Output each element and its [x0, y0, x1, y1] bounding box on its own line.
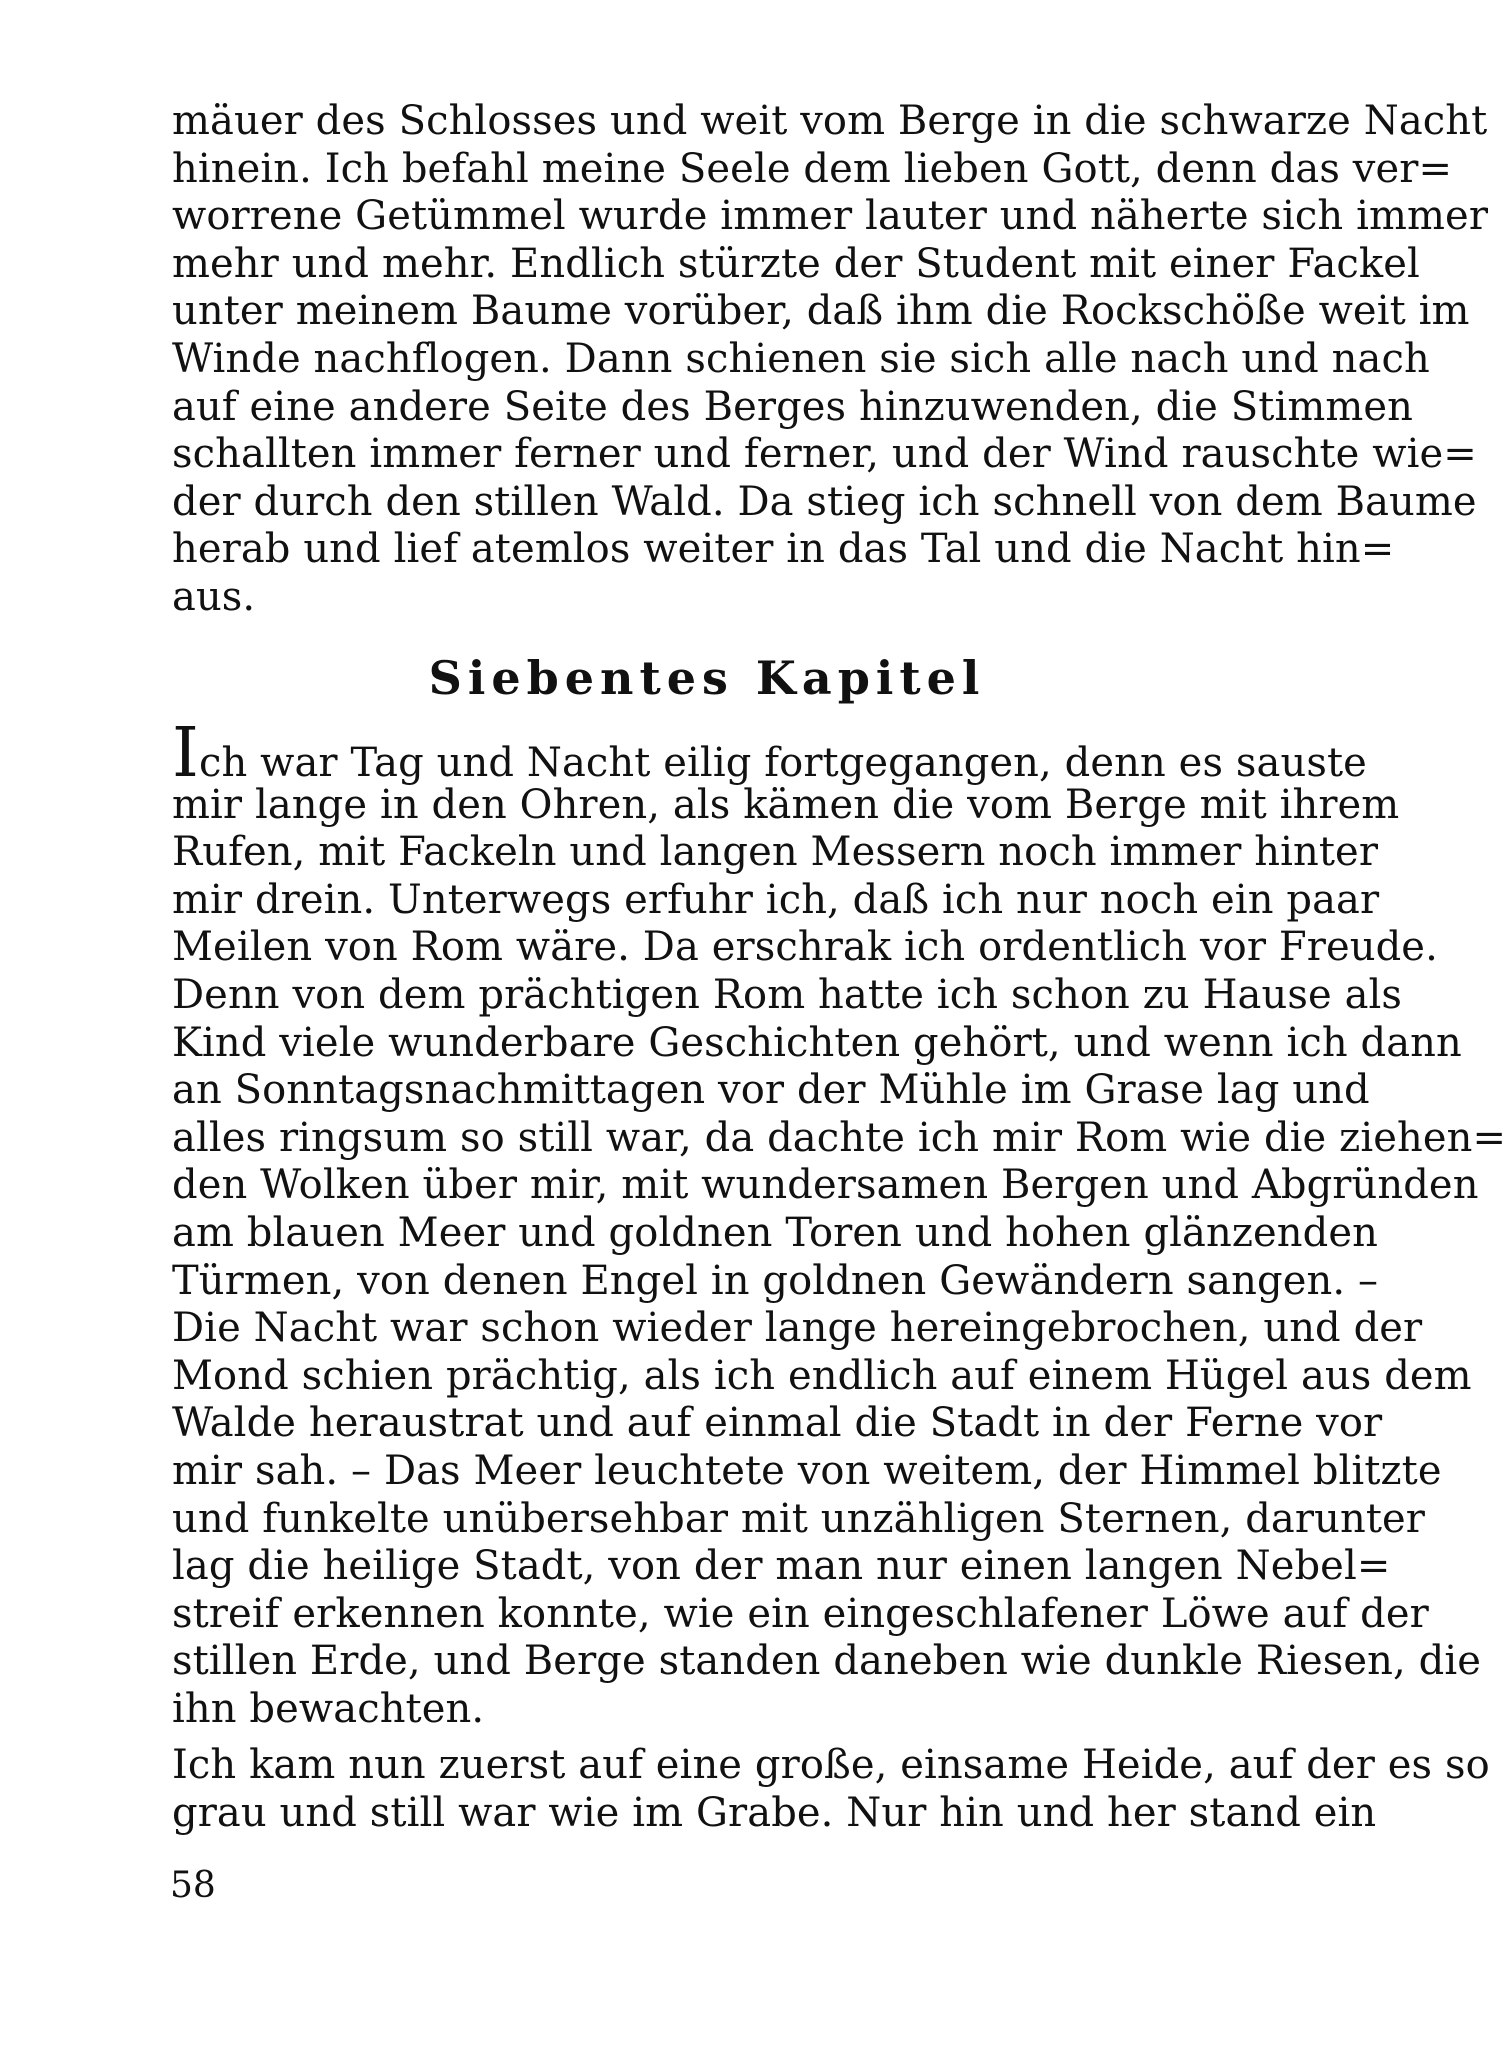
text-line: Walde heraustrat und auf einmal die Stadt in der Ferne vor	[172, 1400, 1383, 1447]
text-line: Ich kam nun zuerst auf eine große, einsame Heide, auf der es so	[172, 1742, 1490, 1788]
text-line: mäuer des Schlosses und weit vom Berge in die schwarze Nacht	[172, 98, 1488, 144]
text-line: lag die heilige Stadt, von der man nur einen langen Nebel=	[172, 1543, 1391, 1590]
chapter-heading: Siebentes Kapitel	[428, 651, 986, 705]
text-line: an Sonntagsnachmittagen vor der Mühle im Grase lag und	[172, 1067, 1370, 1114]
text-line-dropcap: Ich war Tag und Nacht eilig fortgegangen, denn es sauste	[172, 714, 1367, 793]
text-line: hinein. Ich befahl meine Seele dem lieben Gott, denn das ver=	[172, 145, 1453, 192]
chapter-paragraph	[172, 714, 1506, 1733]
page-number: 58	[170, 1865, 216, 1906]
text-line: der durch den stillen Wald. Da stieg ich schnell von dem Baume	[172, 478, 1477, 525]
text-line: alles ringsum so still war, da dachte ich mir Rom wie die ziehen=	[172, 1114, 1506, 1161]
text-line: den Wolken über mir, mit wundersamen Bergen und Abgründen	[172, 1162, 1479, 1209]
text-line: Türmen, von denen Engel in goldnen Gewändern sangen. –	[172, 1257, 1379, 1304]
text-line: am blauen Meer und goldnen Toren und hohen glänzenden	[172, 1209, 1379, 1256]
text-line: unter meinem Baume vorüber, daß ihm die Rockschöße weit im	[172, 288, 1470, 335]
text-line: schallten immer ferner und ferner, und der Wind rauschte wie=	[172, 431, 1477, 478]
text-line: mir drein. Unterwegs erfuhr ich, daß ich nur noch ein paar	[172, 876, 1380, 923]
text-line: streif erkennen konnte, wie ein eingeschlafener Löwe auf der	[172, 1590, 1429, 1637]
text-line: auf eine andere Seite des Berges hinzuwenden, die Stimmen	[172, 383, 1414, 430]
text-line: grau und still war wie im Grabe. Nur hin und her stand ein	[172, 1789, 1377, 1836]
text-line: stillen Erde, und Berge standen daneben wie dunkle Riesen, die	[172, 1638, 1481, 1685]
text-line: Rufen, mit Fackeln und langen Messern noch immer hinter	[172, 829, 1379, 876]
text-line: ihn bewachten.	[172, 1685, 485, 1732]
text-line: und funkelte unübersehbar mit unzähligen Sternen, darunter	[172, 1495, 1425, 1542]
text-line: aus.	[172, 573, 256, 620]
text-line: Meilen von Rom wäre. Da erschrak ich ordentlich vor Freude.	[172, 924, 1438, 971]
text-line: Winde nachflogen. Dann schienen sie sich alle nach und nach	[172, 335, 1430, 382]
text-line: mir sah. – Das Meer leuchtete von weitem, der Himmel blitzte	[172, 1447, 1442, 1494]
text-line: mir lange in den Ohren, als kämen die vom Berge mit ihrem	[172, 781, 1400, 828]
text-line: mehr und mehr. Endlich stürzte der Student mit einer Fackel	[172, 240, 1420, 287]
text-line: Kind viele wunderbare Geschichten gehört, und wenn ich dann	[172, 1019, 1462, 1066]
text-line: worrene Getümmel wurde immer lauter und näherte sich immer	[172, 193, 1489, 240]
continuation-paragraph	[172, 98, 1489, 622]
text-line: Die Nacht war schon wieder lange hereingebrochen, und der	[172, 1305, 1423, 1352]
text-line: Mond schien prächtig, als ich endlich auf einem Hügel aus dem	[172, 1352, 1472, 1399]
text-line: Denn von dem prächtigen Rom hatte ich schon zu Hause als	[172, 971, 1403, 1018]
final-paragraph	[172, 1742, 1490, 1837]
text-line: herab und lief atemlos weiter in das Tal und die Nacht hin=	[172, 526, 1395, 573]
